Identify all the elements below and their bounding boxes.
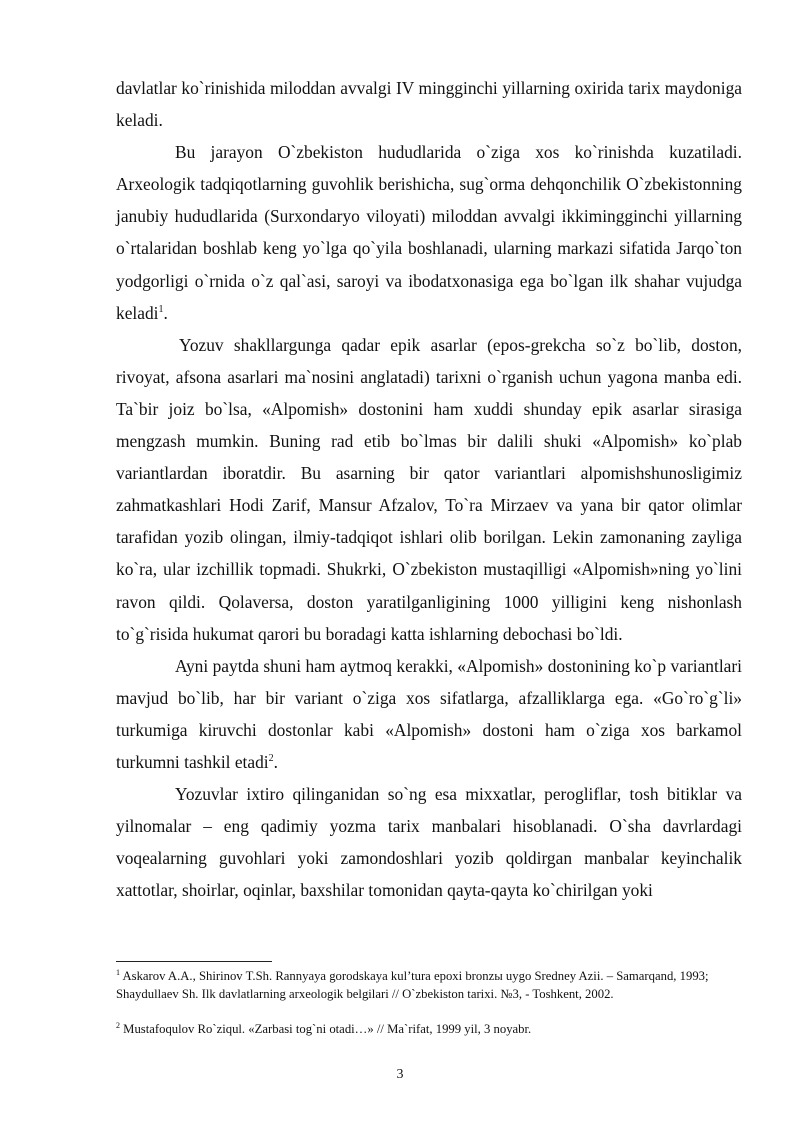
paragraph-ayni: [116, 650, 742, 778]
paragraph-yozuv: [116, 329, 742, 650]
footnote-text: Mustafoqulov Ro`ziqul. «Zarbasi tog`ni otadi…» // Ma`rifat, 1999 yil, 3 noyabr.: [120, 1021, 532, 1036]
paragraph-yozuvlar: [116, 778, 742, 906]
paragraph-tail: .: [163, 302, 168, 323]
paragraph-text: Yozuvlar ixtiro qilinganidan so`ng esa mixxatlar, perogliflar, tosh bitiklar va yilnomalar – eng qadimiy yozma tarix manbalari hisoblanadi. O`sha davrlardagi voqealarning guvohlari yoki zamondoshlari yozib qoldirgan manbalar keyinchalik xattotlar, shoirlar, oqinlar, baxshilar tomonidan qayta-qayta ko`chirilgan yoki: [116, 784, 742, 901]
footnote-1: [116, 967, 746, 1004]
paragraph-text: Ayni paytda shuni ham aytmoq kerakki, «Alpomish» dostonining ko`p variantlari mavjud bo`lib, har bir variant o`ziga xos sifatlarga, afzalliklarga ega. «Go`ro`g`li» turkumiga kiruvchi dostonlar kabi «Alpomish» dostoni ham o`ziga xos barkamol turkumni tashkil etadi: [116, 655, 742, 772]
footnote-mark: 1: [116, 967, 120, 977]
footnotes: [116, 967, 746, 1038]
footnote-mark: 2: [116, 1020, 120, 1030]
page-number: 3: [396, 1067, 404, 1082]
body-text: [116, 72, 742, 906]
footnote-ref-2[interactable]: 2: [268, 753, 274, 765]
footnote-separator: [116, 961, 272, 962]
paragraph-text: davlatlar ko`rinishida miloddan avvalgi IV mingginchi yillarning oxirida tarix maydoniga keladi.: [116, 78, 742, 131]
footnote-ref-1[interactable]: 1: [158, 303, 164, 315]
paragraph-tail: .: [273, 751, 278, 772]
footnote-2: [116, 1020, 746, 1038]
paragraph-jarayon: [116, 136, 742, 329]
paragraph-continuation: [116, 72, 742, 136]
paragraph-text: Bu jarayon O`zbekiston hududlarida o`ziga xos ko`rinishda kuzatiladi. Arxeologik tadqiqotlarning guvohlik berishicha, sug`orma dehqonchilik O`zbekistonning janubiy hududlarida (Surxondaryo viloyati) miloddan avvalgi ikkimingginchi yillarning o`rtalaridan boshlab keng yo`lga qo`yila boshlanadi, ularning markazi sifatida Jarqo`ton yodgorligi o`rnida o`z qal`asi, saroyi va ibodatxonasiga ega bo`lgan ilk shahar vujudga keladi: [116, 142, 742, 323]
paragraph-text: Yozuv shakllargunga qadar epik asarlar (epos-grekcha so`z bo`lib, doston, rivoyat, afsona asarlari ma`nosini anglatadi) tarixni o`rganish uchun yagona manba edi. Ta`bir joiz bo`lsa, «Alpomish» dostonini ham xuddi shunday epik asarlar sirasiga mengzash mumkin. Buning rad etib bo`lmas bir dalili shuki «Alpomish» ko`plab variantlardan iboratdir. Bu asarning bir qator variantlari alpomishshunosligimiz zahmatkashlari Hodi Zarif, Mansur Afzalov, To`ra Mirzaev va yana bir qator olimlar tarafidan yozib olingan, ilmiy-tadqiqot ishlari olib borilgan. Lekin zamonaning zayliga ko`ra, ular izchillik topmadi. Shukrki, O`zbekiston mustaqilligi «Alpomish»ning yo`lini ravon qildi. Qolaversa, doston yaratilganligining 1000 yilligini keng nishonlash to`g`risida hukumat qarori bu boradagi katta ishlarning debochasi bo`ldi.: [116, 334, 742, 644]
footnote-text: Askarov A.A., Shirinov T.Sh. Rannyaya gorodskaya kul’tura epoxi bronzы uygo Sredney Azii. – Samarqand, 1993; Shaydullaev Sh. Ilk davlatlarning arxeologik belgilari // O`zbekiston tarixi. №3, - Toshkent, 2002.: [116, 969, 709, 1002]
